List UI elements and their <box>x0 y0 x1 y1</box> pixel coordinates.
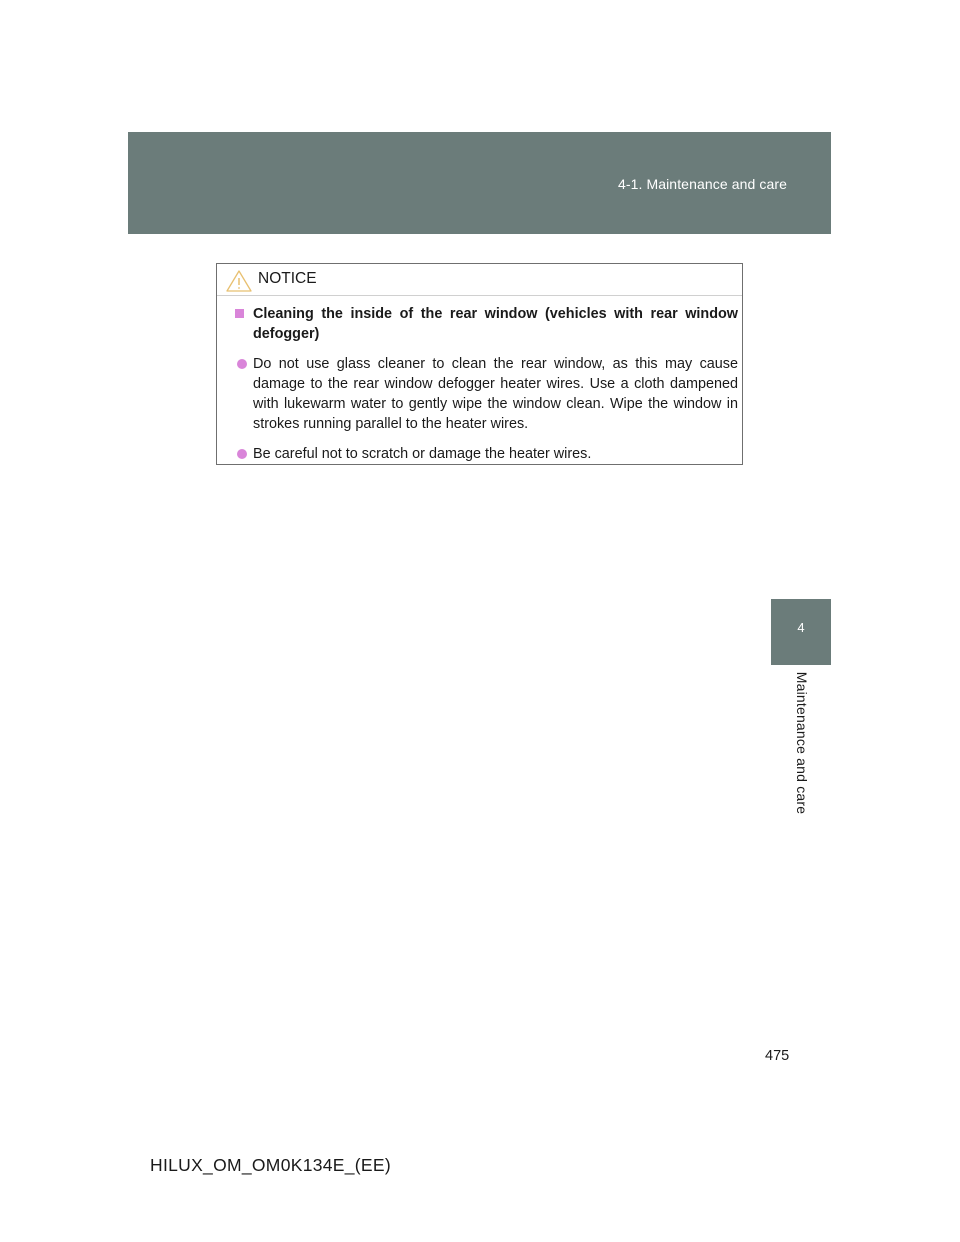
list-item-text: Do not use glass cleaner to clean the rear window, as this may cause damage to the rear window defogger heater wires. Use a cloth dampened with lukewarm water to gently wipe the window clean. Wipe the window in strokes running parallel to the heater wires. <box>253 356 738 432</box>
document-code: HILUX_OM_OM0K134E_(EE) <box>150 1155 391 1175</box>
notice-divider <box>217 295 742 296</box>
chapter-number: 4 <box>797 620 805 635</box>
notice-header <box>217 264 742 294</box>
header-band <box>128 132 831 234</box>
square-bullet-icon <box>235 309 244 318</box>
section-title: 4-1. Maintenance and care <box>617 176 787 192</box>
list-item <box>235 444 738 464</box>
notice-box <box>216 263 743 465</box>
round-bullet-icon <box>237 449 247 459</box>
notice-subheading-text: Cleaning the inside of the rear window (vehicles with rear window defogger) <box>253 306 738 342</box>
page-number: 475 <box>765 1048 790 1064</box>
round-bullet-icon <box>237 359 247 369</box>
notice-subheading <box>235 304 738 344</box>
list-item <box>235 354 738 434</box>
chapter-tab <box>771 599 831 665</box>
notice-items <box>235 354 738 464</box>
notice-body <box>235 304 738 474</box>
chapter-label: Maintenance and care <box>794 671 810 815</box>
warning-triangle-icon <box>226 270 252 292</box>
list-item-text: Be careful not to scratch or damage the heater wires. <box>253 446 592 462</box>
notice-title: NOTICE <box>258 270 317 287</box>
